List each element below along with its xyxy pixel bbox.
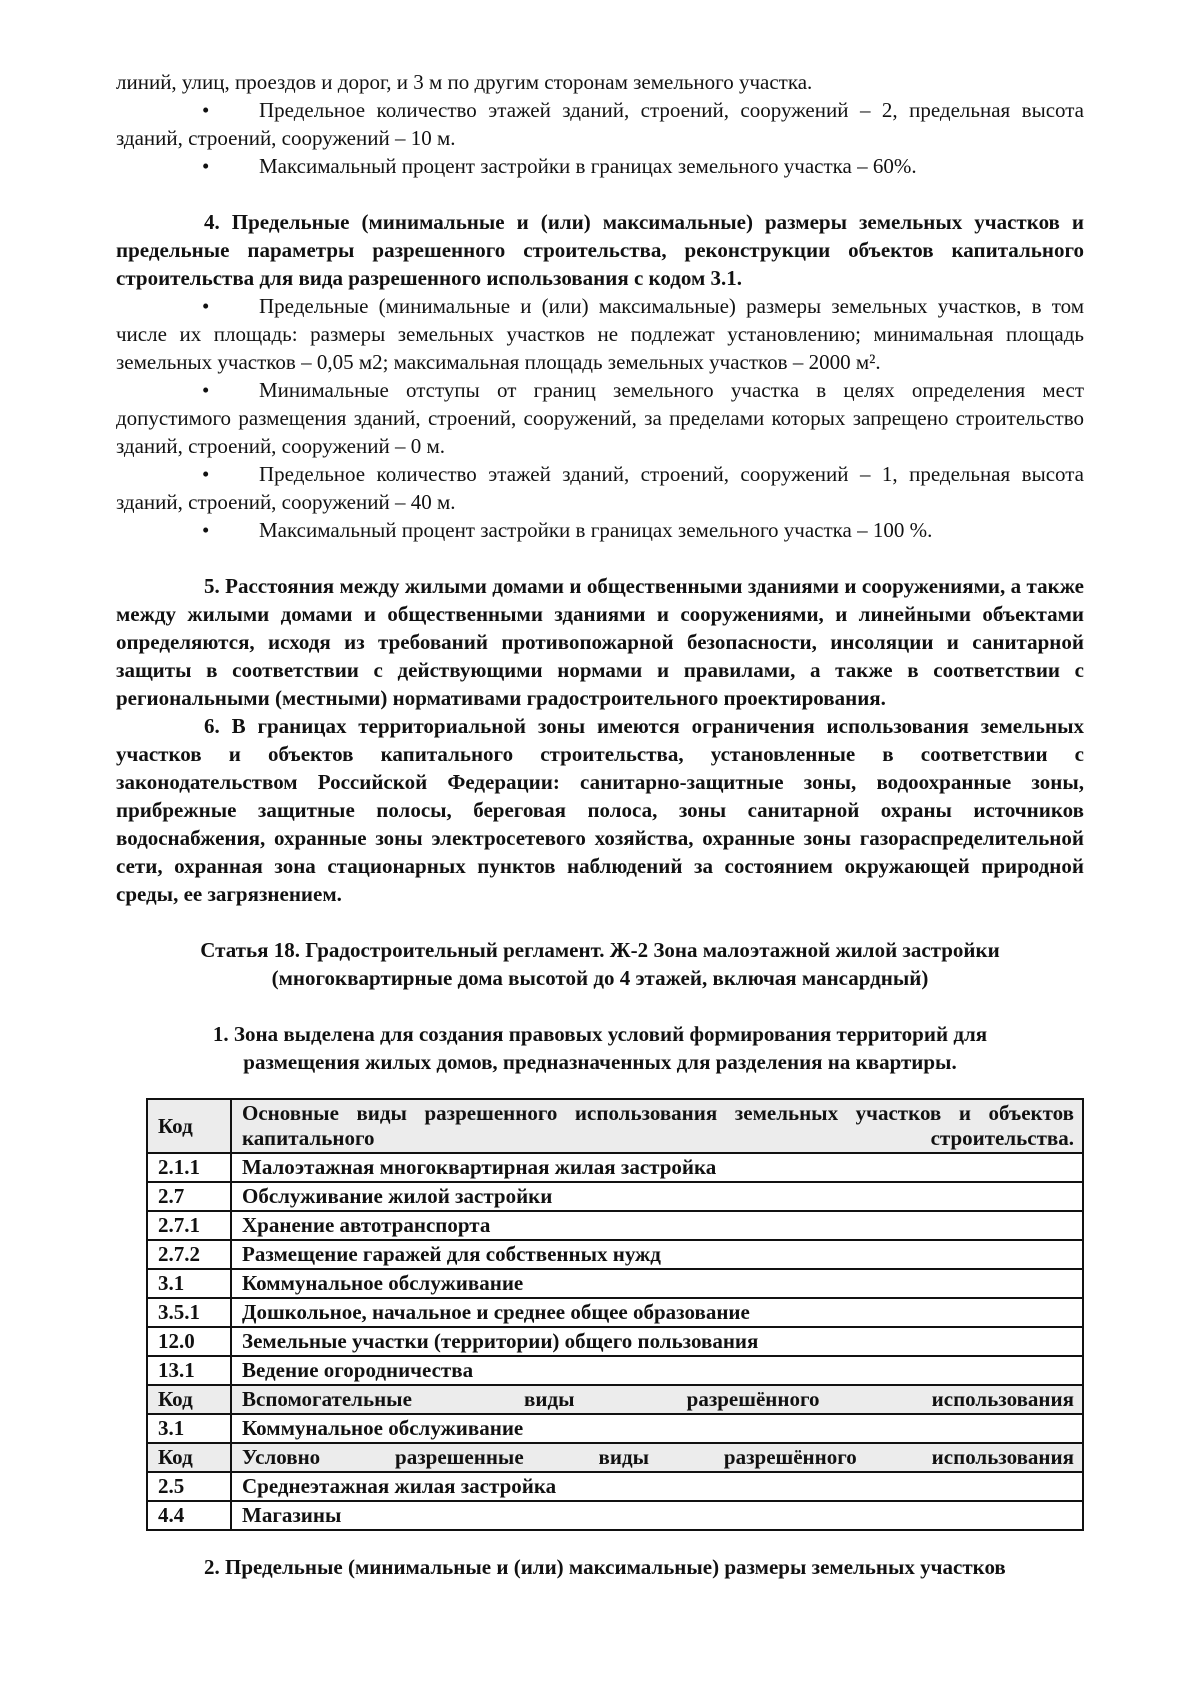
bullet-sizes: • Предельные (минимальные и (или) максимальные) размеры земельных участков, в том числе их площадь: размеры земельных участков не подлежат установлению; минимальная площадь земельных участков – 0,05 м2; максимальная площадь земельных участков – 2000 м².: [116, 294, 1084, 374]
table-row: [147, 1269, 1083, 1298]
table-text-cell: Обслуживание жилой застройки: [231, 1182, 1083, 1211]
bullet-floors: • Предельное количество этажей зданий, строений, сооружений – 2, предельная высота зданий, строений, сооружений – 10 м.: [116, 98, 1084, 150]
article-title-line-1: Статья 18. Градостроительный регламент. Ж-2 Зона малоэтажной жилой застройки: [200, 938, 1000, 962]
table-text-cell: Коммунальное обслуживание: [231, 1269, 1083, 1298]
table-header-auxiliary: [147, 1385, 1083, 1414]
bullet-floors-4: • Предельное количество этажей зданий, строений, сооружений – 1, предельная высота зданий, строений, сооружений – 40 м.: [116, 462, 1084, 514]
table-code-cell: 3.5.1: [147, 1298, 231, 1327]
land-use-table: [146, 1098, 1084, 1531]
table-text-cell: Ведение огородничества: [231, 1356, 1083, 1385]
table-row: [147, 1501, 1083, 1530]
bullet-dot: •: [202, 98, 210, 122]
bullet-dot: •: [202, 294, 210, 318]
section-5-paragraph: 5. Расстояния между жилыми домами и общественными зданиями и сооружениями, а также между жилыми домами и общественными зданиями и сооружениями, и линейными объектами определяются, исходя из требований противопожарной безопасности, инсоляции и санитарной защиты в соответствии с действующими нормами и правилами, а также в соответствии с региональными (местными) нормативами градостроительного проектирования.: [116, 574, 1084, 710]
table-text-cell: Основные виды разрешенного использования земельных участков и объектов капитального строительства.: [231, 1099, 1083, 1153]
table-row: [147, 1298, 1083, 1327]
table-code-cell: 12.0: [147, 1327, 231, 1356]
bullet-percent: • Максимальный процент застройки в границах земельного участка – 60%.: [202, 154, 917, 178]
table-text-cell: Среднеэтажная жилая застройка: [231, 1472, 1083, 1501]
table-code-cell: 3.1: [147, 1414, 231, 1443]
table-text-cell: Размещение гаражей для собственных нужд: [231, 1240, 1083, 1269]
table-code-cell: Код: [147, 1099, 231, 1153]
table-code-cell: 13.1: [147, 1356, 231, 1385]
point-2-heading: 2. Предельные (минимальные и (или) максимальные) размеры земельных участков: [204, 1555, 1006, 1579]
bullet-dot: •: [202, 378, 210, 402]
table-row: [147, 1356, 1083, 1385]
table-code-cell: 2.7.2: [147, 1240, 231, 1269]
table-text-cell: Дошкольное, начальное и среднее общее образование: [231, 1298, 1083, 1327]
table-code-cell: Код: [147, 1385, 231, 1414]
table-row: [147, 1472, 1083, 1501]
bullet-dot: •: [202, 462, 210, 486]
table-header-conditional: [147, 1443, 1083, 1472]
paragraph-top-line: линий, улиц, проездов и дорог, и 3 м по другим сторонам земельного участка.: [116, 70, 813, 94]
point-1-line-1: 1. Зона выделена для создания правовых условий формирования территорий для: [212, 1022, 988, 1046]
table-text-cell: Земельные участки (территории) общего пользования: [231, 1327, 1083, 1356]
table-code-cell: 2.7: [147, 1182, 231, 1211]
table-code-cell: 4.4: [147, 1501, 231, 1530]
table-row: [147, 1211, 1083, 1240]
table-row: [147, 1182, 1083, 1211]
document-page: [116, 68, 1084, 1581]
table-text-cell: Коммунальное обслуживание: [231, 1414, 1083, 1443]
table-row: [147, 1240, 1083, 1269]
table-row: [147, 1153, 1083, 1182]
bullet-offsets: • Минимальные отступы от границ земельного участка в целях определения мест допустимого размещения зданий, строений, сооружений, за пределами которых запрещено строительство зданий, строений, сооружений – 0 м.: [116, 378, 1084, 458]
table-text-cell: Магазины: [231, 1501, 1083, 1530]
table-text-cell: Условно разрешенные виды разрешённого использования: [231, 1443, 1083, 1472]
table-code-cell: 2.5: [147, 1472, 231, 1501]
section-6-paragraph: 6. В границах территориальной зоны имеются ограничения использования земельных участков и объектов капитального строительства, установленные в соответствии с законодательством Российской Федерации: санитарно-защитные зоны, водоохранные зоны, прибрежные защитные полосы, береговая полоса, зоны санитарной охраны источников водоснабжения, охранные зоны электросетевого хозяйства, охранные зоны газораспределительной сети, охранная зона стационарных пунктов наблюдений за состоянием окружающей природной среды, ее загрязнением.: [116, 714, 1084, 906]
section-4-heading: 4. Предельные (минимальные и (или) максимальные) размеры земельных участков и предельные параметры разрешенного строительства, реконструкции объектов капитального строительства для вида разрешенного использования с кодом 3.1.: [116, 210, 1084, 290]
table-code-cell: Код: [147, 1443, 231, 1472]
table-text-cell: Малоэтажная многоквартирная жилая застройка: [231, 1153, 1083, 1182]
table-code-cell: 2.1.1: [147, 1153, 231, 1182]
table-row: [147, 1414, 1083, 1443]
table-row: [147, 1327, 1083, 1356]
bullet-dot: •: [202, 518, 210, 542]
table-header-main: [147, 1099, 1083, 1153]
table-text-cell: Вспомогательные виды разрешённого использования: [231, 1385, 1083, 1414]
table-code-cell: 3.1: [147, 1269, 231, 1298]
bullet-dot: •: [202, 154, 210, 178]
point-1-line-2: размещения жилых домов, предназначенных для разделения на квартиры.: [243, 1050, 957, 1074]
article-title-line-2: (многоквартирные дома высотой до 4 этажей, включая мансардный): [271, 966, 929, 990]
bullet-percent-4: • Максимальный процент застройки в границах земельного участка – 100 %.: [202, 518, 933, 542]
table-text-cell: Хранение автотранспорта: [231, 1211, 1083, 1240]
table-code-cell: 2.7.1: [147, 1211, 231, 1240]
